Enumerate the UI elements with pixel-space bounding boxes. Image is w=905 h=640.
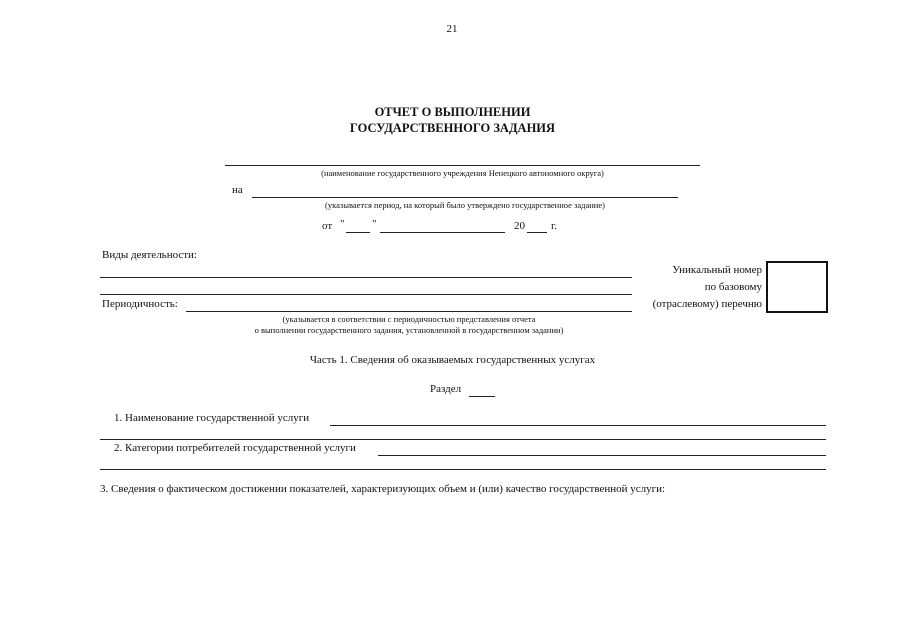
consumer-categories-label: 2. Категории потребителей государственной услуги [114, 442, 356, 454]
periodicity-field[interactable] [186, 311, 632, 312]
periodicity-hint-line1: (указывается в соответствии с периодичностью представления отчета [282, 314, 536, 324]
document-title-line1: ОТЧЕТ О ВЫПОЛНЕНИИ [374, 105, 531, 119]
unique-number-label-line2: по базовому [704, 281, 762, 293]
institution-hint: (наименование государственного учреждения Ненецкого автономного округа) [321, 168, 604, 178]
activities-field-2[interactable] [100, 294, 632, 295]
date-year-field[interactable] [527, 232, 547, 233]
page-number: 21 [446, 23, 458, 35]
period-field[interactable] [252, 197, 678, 198]
indicators-heading: 3. Сведения о фактическом достижении показателей, характеризующих объем и (или) качество государственной услуги: [100, 483, 666, 495]
consumer-categories-field-2[interactable] [100, 469, 826, 470]
date-quote-open: " [340, 218, 345, 230]
date-year-suffix: г. [551, 220, 558, 232]
institution-name-field[interactable] [225, 165, 700, 166]
date-day-field[interactable] [346, 232, 370, 233]
unique-number-label-line1: Уникальный номер [672, 264, 762, 276]
period-hint: (указывается период, на который было утверждено государственное задание) [325, 200, 605, 210]
document-title-line2: ГОСУДАРСТВЕННОГО ЗАДАНИЯ [349, 121, 556, 135]
section-label: Раздел [430, 383, 462, 395]
service-name-field[interactable] [330, 425, 826, 426]
periodicity-label: Периодичность: [102, 298, 178, 310]
activities-label: Виды деятельности: [102, 249, 197, 261]
date-month-field[interactable] [380, 232, 505, 233]
unique-number-box[interactable] [766, 261, 828, 313]
unique-number-label-line3: (отраслевому) перечню [652, 298, 762, 310]
service-name-field-2[interactable] [100, 439, 826, 440]
date-prefix: от [322, 220, 333, 232]
date-year-prefix: 20 [514, 220, 525, 232]
consumer-categories-field[interactable] [378, 455, 826, 456]
periodicity-hint-line2: о выполнении государственного задания, установленной в государственном задании) [254, 325, 564, 335]
activities-field-1[interactable] [100, 277, 632, 278]
date-quote-close: " [372, 218, 377, 230]
service-name-label: 1. Наименование государственной услуги [114, 412, 310, 424]
part1-heading: Часть 1. Сведения об оказываемых государственных услугах [309, 354, 596, 366]
section-number-field[interactable] [469, 396, 495, 397]
period-prefix: на [232, 184, 243, 196]
